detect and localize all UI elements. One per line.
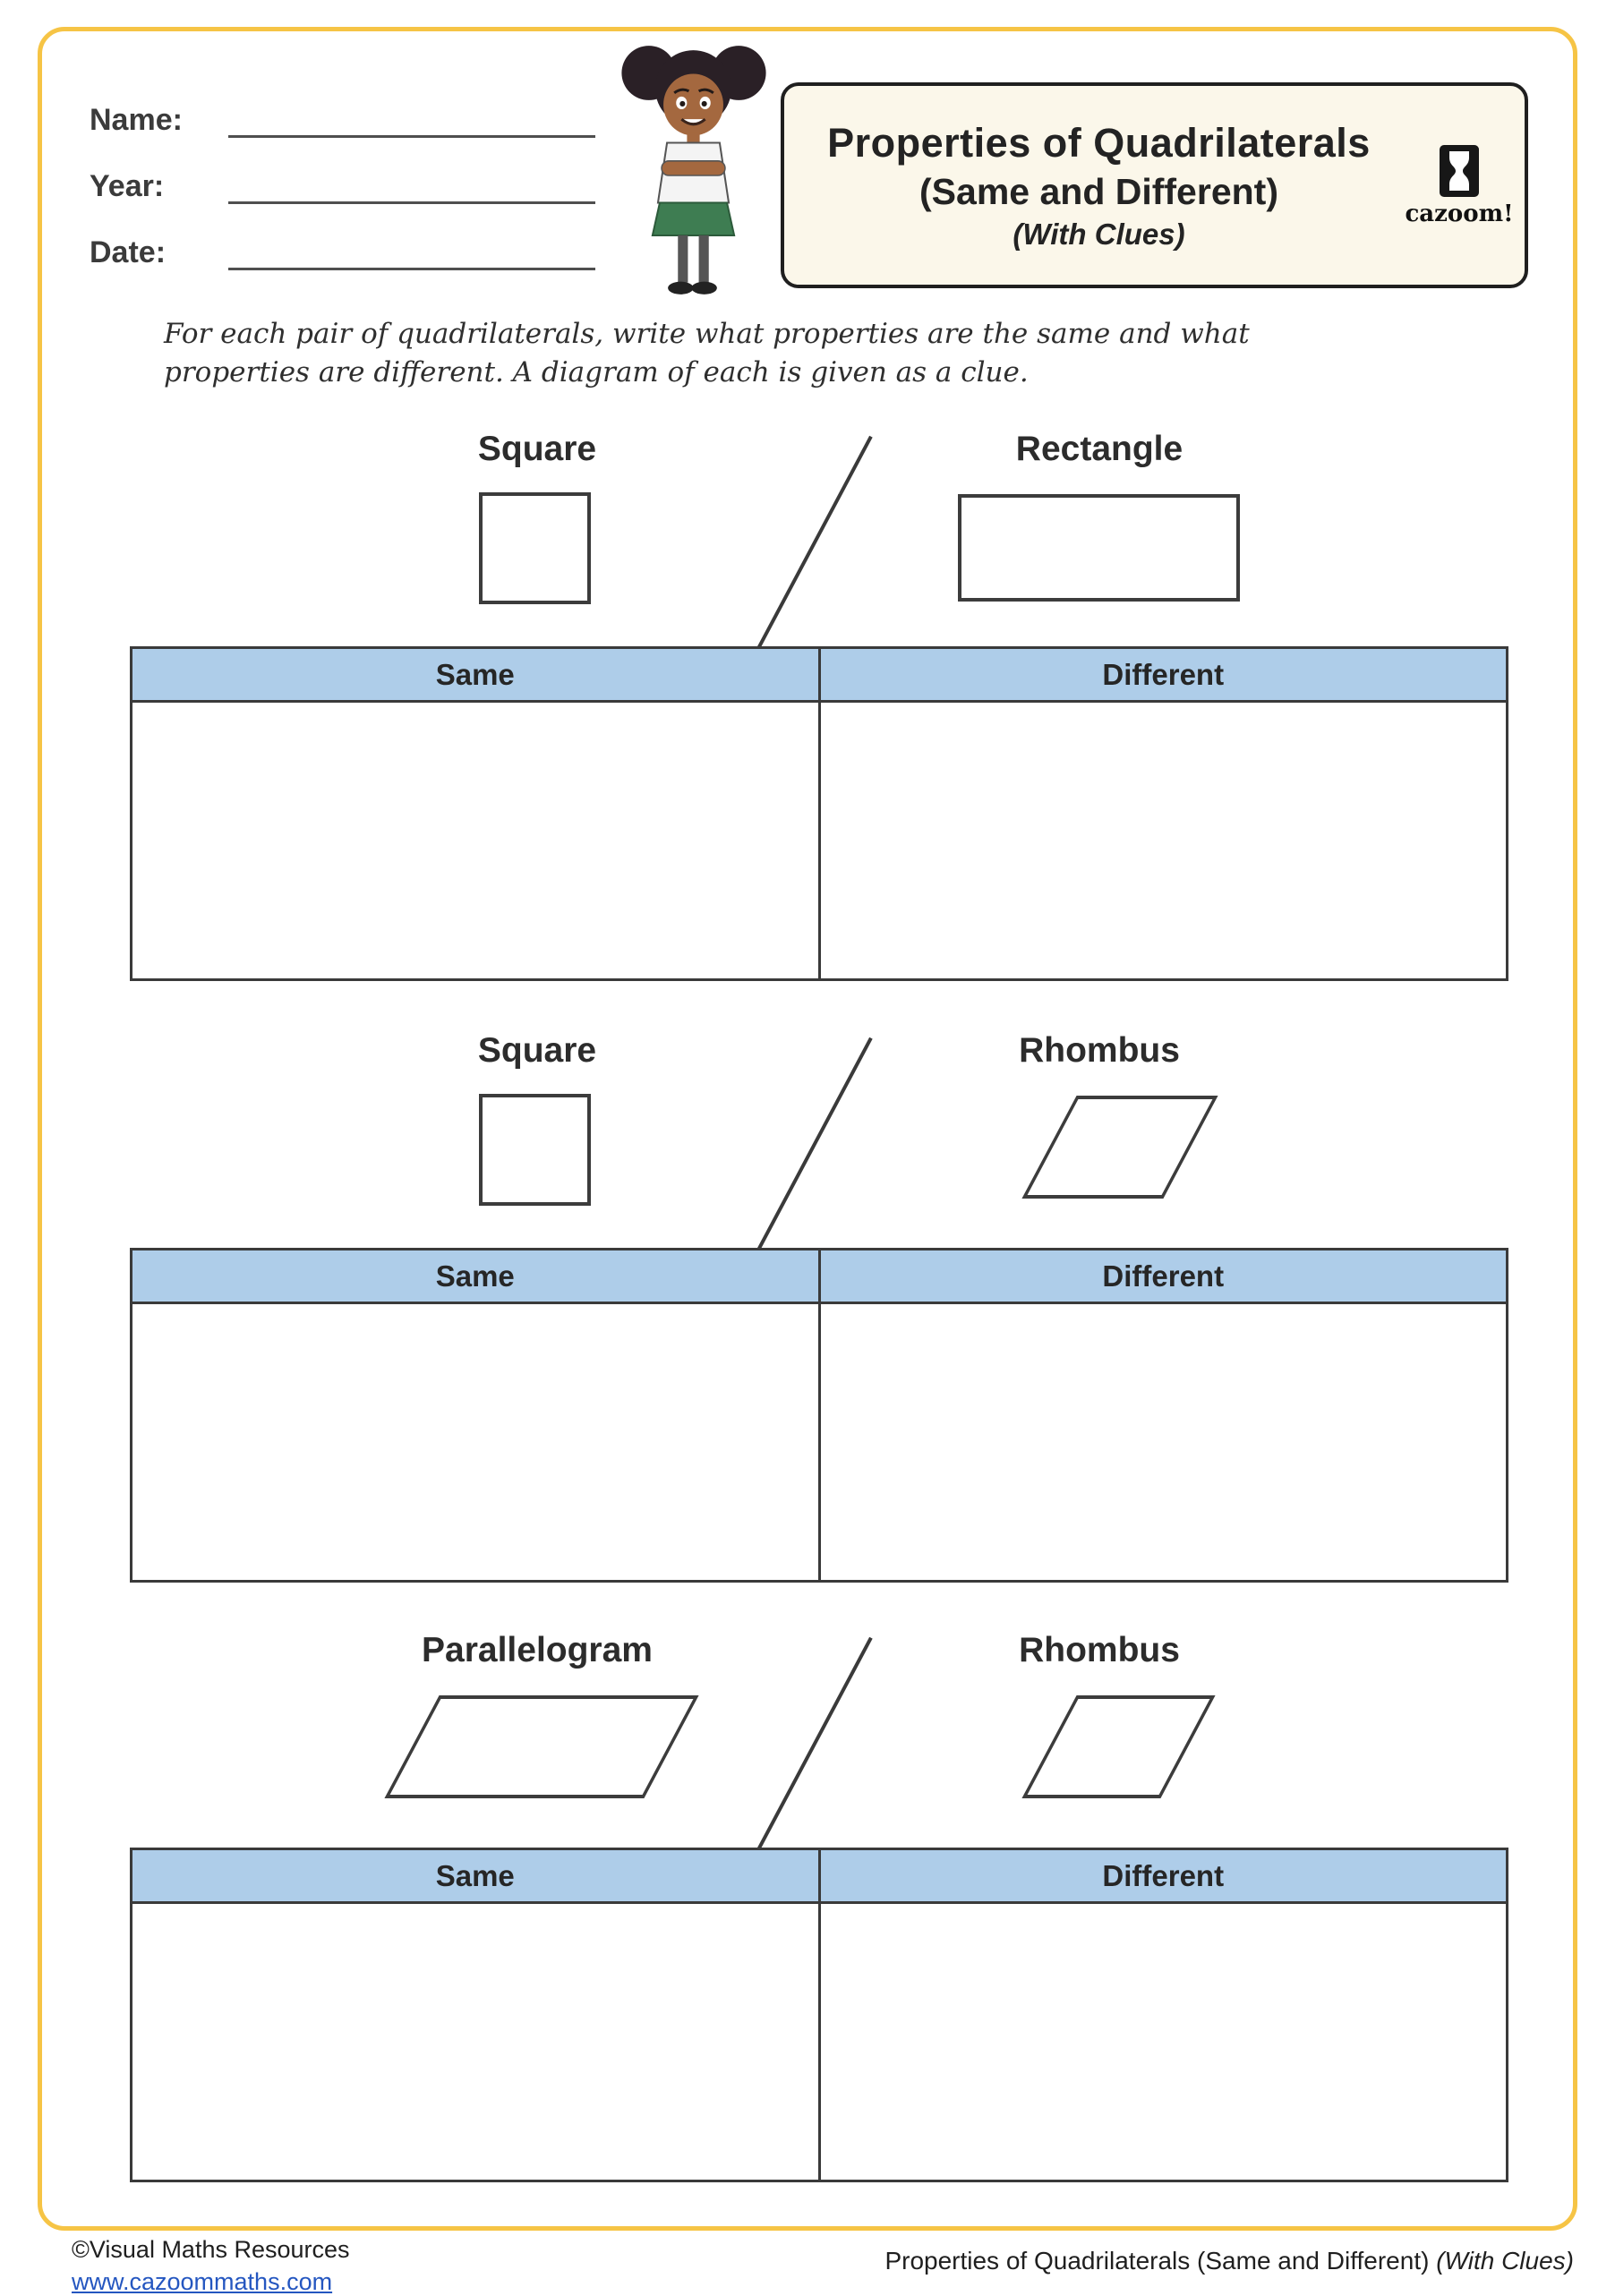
worksheet-title bbox=[791, 95, 1406, 276]
different-answer-cell[interactable] bbox=[821, 1904, 1507, 2180]
date-label: Date: bbox=[90, 235, 167, 269]
year-input-line[interactable] bbox=[228, 166, 595, 204]
divider-slash-icon bbox=[756, 1637, 872, 1851]
answers-table bbox=[130, 646, 1508, 981]
date-input-line[interactable] bbox=[228, 233, 595, 270]
pair-section-square-rectangle bbox=[0, 430, 1615, 1020]
answers-table-body bbox=[132, 1304, 1506, 1580]
divider-slash-icon bbox=[756, 436, 872, 650]
same-answer-cell[interactable] bbox=[132, 703, 821, 978]
answers-table-body bbox=[132, 1904, 1506, 2180]
answers-table bbox=[130, 1248, 1508, 1583]
worksheet-title-line1: Properties of Quadrilaterals bbox=[827, 119, 1371, 166]
name-input-line[interactable] bbox=[228, 100, 595, 138]
rectangle-shape bbox=[958, 494, 1240, 602]
square-shape bbox=[479, 1094, 591, 1206]
footer-copyright: ©Visual Maths Resources bbox=[72, 2236, 350, 2263]
name-field-row bbox=[90, 93, 595, 138]
same-header-cell: Same bbox=[132, 649, 821, 700]
cazoom-logo bbox=[1406, 95, 1512, 276]
instructions-line1: For each pair of quadrilaterals, write what properties are the same and what bbox=[164, 318, 1250, 350]
parallelogram-shape bbox=[384, 1695, 698, 1798]
instructions-line2: properties are different. A diagram of each is given as a clue. bbox=[164, 355, 1029, 388]
year-label: Year: bbox=[90, 169, 165, 203]
left-shape-label: Parallelogram bbox=[422, 1631, 653, 1669]
same-header-cell: Same bbox=[132, 1850, 821, 1901]
right-shape-label: Rhombus bbox=[1019, 1631, 1180, 1669]
left-shape-label: Square bbox=[477, 1031, 597, 1070]
footer-right bbox=[884, 2247, 1574, 2275]
answers-table-header bbox=[132, 649, 1506, 703]
cazoom-logo-text: cazoom! bbox=[1405, 200, 1514, 227]
left-shape-label: Square bbox=[477, 430, 597, 468]
rhombus-shape bbox=[1021, 1096, 1218, 1199]
same-header-cell: Same bbox=[132, 1250, 821, 1302]
name-label: Name: bbox=[90, 103, 183, 137]
answers-table-body bbox=[132, 703, 1506, 978]
worksheet-title-line3: (With Clues) bbox=[1013, 217, 1185, 251]
footer-doc-title: Properties of Quadrilaterals (Same and Different) bbox=[884, 2247, 1430, 2275]
different-answer-cell[interactable] bbox=[821, 1304, 1507, 1580]
rhombus-shape bbox=[1021, 1695, 1215, 1798]
same-answer-cell[interactable] bbox=[132, 1904, 821, 2180]
different-header-cell: Different bbox=[1102, 657, 1225, 691]
different-header-cell: Different bbox=[1102, 1259, 1225, 1293]
pair-section-square-rhombus bbox=[0, 1031, 1615, 1622]
footer-left bbox=[72, 2236, 350, 2296]
answers-table-header bbox=[132, 1850, 1506, 1904]
different-header-cell: Different bbox=[1102, 1858, 1225, 1892]
right-shape-label: Rectangle bbox=[1015, 430, 1183, 468]
right-shape-label: Rhombus bbox=[1019, 1031, 1180, 1070]
date-field-row bbox=[90, 226, 595, 270]
pair-section-parallelogram-rhombus bbox=[0, 1631, 1615, 2222]
answers-table bbox=[130, 1848, 1508, 2182]
same-answer-cell[interactable] bbox=[132, 1304, 821, 1580]
worksheet-title-box bbox=[781, 82, 1528, 288]
worksheet-title-line2: (Same and Different) bbox=[919, 170, 1278, 212]
year-field-row bbox=[90, 159, 595, 204]
different-answer-cell[interactable] bbox=[821, 703, 1507, 978]
student-character-illustration bbox=[614, 41, 773, 304]
instructions-text bbox=[164, 315, 1283, 392]
footer-url-link[interactable]: www.cazoommaths.com bbox=[72, 2268, 333, 2295]
cazoom-logo-icon bbox=[1439, 144, 1480, 198]
answers-table-header bbox=[132, 1250, 1506, 1304]
footer-doc-subtitle: (With Clues) bbox=[1436, 2247, 1574, 2275]
square-shape bbox=[479, 492, 591, 604]
divider-slash-icon bbox=[756, 1037, 872, 1251]
